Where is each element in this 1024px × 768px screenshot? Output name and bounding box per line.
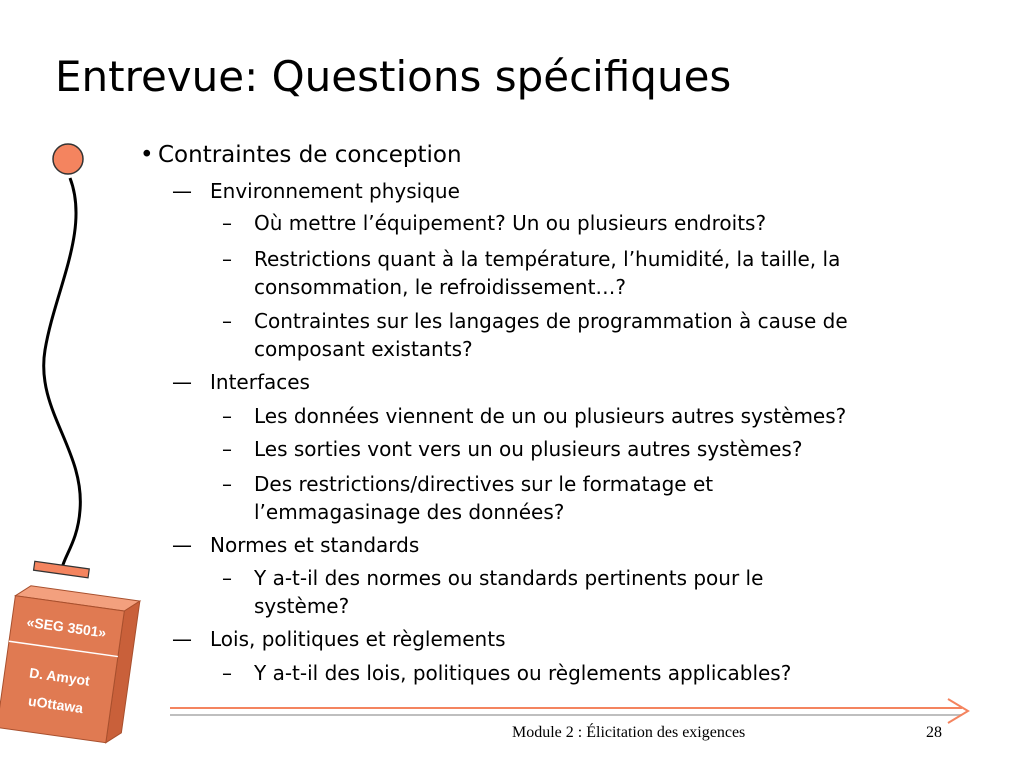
bullet-continuation: l’emmagasinage des données? (254, 500, 565, 524)
footer-module-label: Module 2 : Élicitation des exigences (512, 724, 746, 741)
bullet-item (222, 247, 840, 271)
wavy-string (44, 178, 81, 568)
bullet-text: Normes et standards (210, 533, 420, 557)
box-university-label: uOttawa (27, 692, 85, 717)
box-author-label: D. Amyot (28, 664, 91, 689)
bullet-text: Les données viennent de un ou plusieurs autres systèmes? (254, 404, 847, 428)
bullet-item (172, 370, 310, 394)
bullet-item (222, 404, 846, 428)
bullet-item (222, 437, 802, 461)
page-number: 28 (926, 724, 942, 741)
course-box (0, 584, 140, 745)
bullet-marker: — (172, 627, 192, 651)
bar-icon (34, 561, 90, 578)
bullet-text: Contraintes sur les langages de programmation à cause de (254, 309, 848, 333)
bullet-marker: – (222, 211, 232, 235)
bullet-item (222, 309, 848, 333)
bullet-text: Contraintes de conception (158, 142, 462, 168)
bullet-text: Interfaces (210, 370, 310, 394)
bullet-marker: – (222, 566, 232, 590)
bullet-marker: – (222, 437, 232, 461)
bullet-text: Y a-t-il des lois, politiques ou règlements applicables? (254, 661, 792, 685)
bullet-marker: – (222, 404, 232, 428)
bullet-marker: – (222, 309, 232, 333)
bullet-text: Les sorties vont vers un ou plusieurs autres systèmes? (254, 437, 803, 461)
box-course-label: «SEG 3501» (25, 613, 108, 641)
bullet-text: Environnement physique (210, 179, 460, 203)
bullet-continuation: système? (254, 594, 350, 618)
bullet-item (140, 142, 462, 168)
bullet-marker: – (222, 661, 232, 685)
slide-title: Entrevue: Questions spécifiques (55, 52, 732, 101)
bullet-text: Des restrictions/directives sur le formatage et (254, 472, 714, 496)
bullet-continuation: consommation, le refroidissement…? (254, 275, 627, 299)
bullet-marker: — (172, 533, 192, 557)
bullet-item (222, 661, 791, 685)
bullet-item (222, 566, 763, 590)
bullet-marker: – (222, 247, 232, 271)
bullet-text: Où mettre l’équipement? Un ou plusieurs endroits? (254, 211, 767, 235)
bullet-text: Y a-t-il des normes ou standards pertinents pour le (254, 566, 764, 590)
bullet-item (222, 472, 713, 496)
bullet-item (222, 211, 766, 235)
bullet-marker: • (140, 142, 154, 168)
bullet-item (172, 533, 419, 557)
ball-icon (53, 144, 83, 174)
bullet-text: Restrictions quant à la température, l’humidité, la taille, la (254, 247, 841, 271)
footer-arrowhead-icon (948, 699, 968, 723)
bullet-continuation: composant existants? (254, 337, 473, 361)
bullet-item (172, 179, 460, 203)
bullet-text: Lois, politiques et règlements (210, 627, 506, 651)
bullet-marker: — (172, 179, 192, 203)
bullet-item (172, 627, 506, 651)
bullet-marker: — (172, 370, 192, 394)
bullet-marker: – (222, 472, 232, 496)
